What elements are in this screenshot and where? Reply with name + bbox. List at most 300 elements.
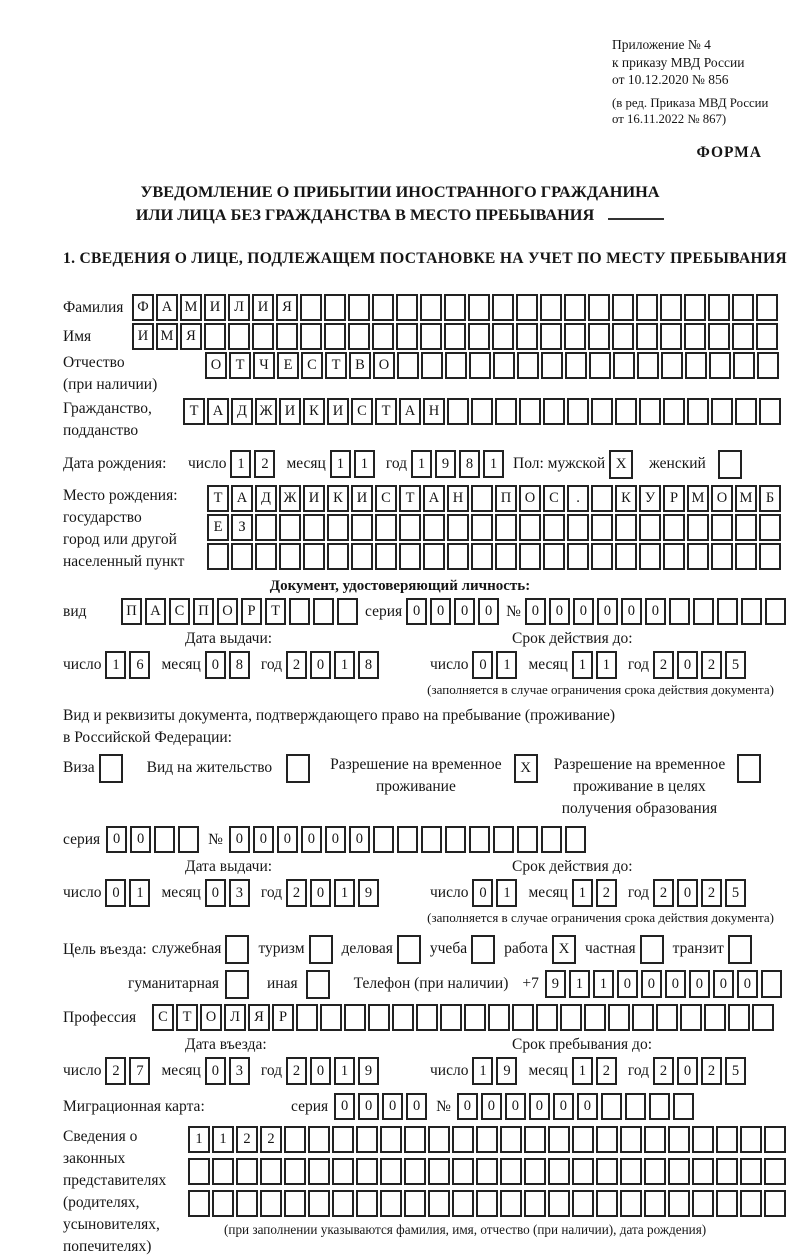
profession-char-cell[interactable] [680, 1004, 702, 1031]
birth-place-char-cell[interactable]: А [423, 485, 445, 512]
migration-number-digit-cell[interactable] [673, 1093, 694, 1120]
temp-permit-checkbox[interactable]: X [514, 754, 538, 783]
patronymic-char-cell[interactable] [637, 352, 659, 379]
day-digit-cell[interactable]: 1 [472, 1057, 493, 1085]
year-digit-cell[interactable]: 8 [459, 450, 480, 478]
legal-char-cell[interactable] [308, 1158, 330, 1185]
surname-char-cell[interactable]: И [252, 294, 274, 321]
purpose-humanitarian-checkbox[interactable] [225, 970, 249, 999]
residence-number-digit-cell[interactable] [373, 826, 394, 853]
profession-char-cell[interactable] [704, 1004, 726, 1031]
migration-series-digit-cell[interactable]: 0 [406, 1093, 427, 1120]
phone-digit-cell[interactable]: 0 [713, 970, 734, 998]
legal-char-cell[interactable] [236, 1190, 258, 1217]
birth-place-char-cell[interactable]: И [303, 485, 325, 512]
purpose-transit-checkbox[interactable] [728, 935, 752, 964]
surname-char-cell[interactable] [540, 294, 562, 321]
birth-place-char-cell[interactable] [567, 543, 589, 570]
legal-char-cell[interactable] [764, 1158, 786, 1185]
name-char-cell[interactable] [444, 323, 466, 350]
legal-char-cell[interactable] [500, 1126, 522, 1153]
name-char-cell[interactable] [204, 323, 226, 350]
residence-number-digit-cell[interactable]: 0 [301, 826, 322, 853]
birth-place-char-cell[interactable] [375, 543, 397, 570]
birth-place-char-cell[interactable]: С [375, 485, 397, 512]
legal-char-cell[interactable] [644, 1158, 666, 1185]
citizenship-char-cell[interactable]: С [351, 398, 373, 425]
residence-number-digit-cell[interactable] [541, 826, 562, 853]
legal-char-cell[interactable] [524, 1126, 546, 1153]
birth-place-char-cell[interactable] [327, 543, 349, 570]
birth-place-char-cell[interactable] [759, 543, 781, 570]
profession-char-cell[interactable] [344, 1004, 366, 1031]
legal-char-cell[interactable] [692, 1126, 714, 1153]
name-char-cell[interactable] [612, 323, 634, 350]
year-digit-cell[interactable]: 2 [653, 879, 674, 907]
doc-series-digit-cell[interactable]: 0 [430, 598, 451, 625]
legal-char-cell[interactable] [500, 1190, 522, 1217]
patronymic-char-cell[interactable] [757, 352, 779, 379]
year-digit-cell[interactable]: 0 [677, 651, 698, 679]
residence-number-digit-cell[interactable]: 0 [349, 826, 370, 853]
doc-series-digit-cell[interactable]: 0 [478, 598, 499, 625]
legal-char-cell[interactable] [524, 1190, 546, 1217]
year-digit-cell[interactable]: 1 [483, 450, 504, 478]
year-digit-cell[interactable]: 5 [725, 651, 746, 679]
residence-series-digit-cell[interactable]: 0 [130, 826, 151, 853]
birth-place-char-cell[interactable] [327, 514, 349, 541]
legal-char-cell[interactable]: 2 [236, 1126, 258, 1153]
legal-char-cell[interactable] [428, 1126, 450, 1153]
legal-char-cell[interactable] [332, 1126, 354, 1153]
birth-place-char-cell[interactable] [759, 514, 781, 541]
legal-char-cell[interactable] [764, 1190, 786, 1217]
name-char-cell[interactable] [372, 323, 394, 350]
legal-char-cell[interactable] [236, 1158, 258, 1185]
visa-checkbox[interactable] [99, 754, 123, 783]
name-char-cell[interactable] [348, 323, 370, 350]
patronymic-char-cell[interactable] [421, 352, 443, 379]
profession-char-cell[interactable]: Р [272, 1004, 294, 1031]
patronymic-char-cell[interactable] [493, 352, 515, 379]
legal-char-cell[interactable] [596, 1126, 618, 1153]
birth-place-char-cell[interactable]: К [327, 485, 349, 512]
patronymic-char-cell[interactable]: В [349, 352, 371, 379]
year-digit-cell[interactable]: 2 [701, 651, 722, 679]
citizenship-char-cell[interactable]: И [327, 398, 349, 425]
birth-place-char-cell[interactable]: Е [207, 514, 229, 541]
surname-char-cell[interactable] [348, 294, 370, 321]
legal-char-cell[interactable] [548, 1126, 570, 1153]
surname-char-cell[interactable]: Я [276, 294, 298, 321]
month-digit-cell[interactable]: 2 [596, 879, 617, 907]
citizenship-char-cell[interactable] [495, 398, 517, 425]
legal-char-cell[interactable] [644, 1190, 666, 1217]
day-digit-cell[interactable]: 1 [230, 450, 251, 478]
patronymic-char-cell[interactable] [565, 352, 587, 379]
profession-char-cell[interactable] [536, 1004, 558, 1031]
surname-char-cell[interactable]: И [204, 294, 226, 321]
residence-permit-checkbox[interactable] [286, 754, 310, 783]
name-char-cell[interactable] [228, 323, 250, 350]
legal-char-cell[interactable] [572, 1158, 594, 1185]
birth-place-char-cell[interactable]: С [543, 485, 565, 512]
legal-char-cell[interactable] [260, 1190, 282, 1217]
legal-char-cell[interactable] [356, 1126, 378, 1153]
year-digit-cell[interactable]: 2 [286, 651, 307, 679]
year-digit-cell[interactable]: 9 [358, 879, 379, 907]
surname-char-cell[interactable] [588, 294, 610, 321]
birth-place-char-cell[interactable] [663, 543, 685, 570]
year-digit-cell[interactable]: 2 [653, 651, 674, 679]
legal-char-cell[interactable] [644, 1126, 666, 1153]
year-digit-cell[interactable]: 9 [435, 450, 456, 478]
birth-place-char-cell[interactable] [423, 543, 445, 570]
year-digit-cell[interactable]: 8 [358, 651, 379, 679]
profession-char-cell[interactable]: Л [224, 1004, 246, 1031]
surname-char-cell[interactable]: Ф [132, 294, 154, 321]
year-digit-cell[interactable]: 1 [334, 879, 355, 907]
doc-number-digit-cell[interactable]: 0 [621, 598, 642, 625]
birth-place-char-cell[interactable]: А [231, 485, 253, 512]
phone-digit-cell[interactable]: 9 [545, 970, 566, 998]
citizenship-char-cell[interactable] [471, 398, 493, 425]
migration-number-digit-cell[interactable]: 0 [529, 1093, 550, 1120]
migration-number-digit-cell[interactable] [601, 1093, 622, 1120]
profession-char-cell[interactable] [368, 1004, 390, 1031]
birth-place-char-cell[interactable] [255, 543, 277, 570]
name-char-cell[interactable] [276, 323, 298, 350]
birth-place-char-cell[interactable]: Н [447, 485, 469, 512]
purpose-tourism-checkbox[interactable] [309, 935, 333, 964]
year-digit-cell[interactable]: 1 [334, 1057, 355, 1085]
migration-series-digit-cell[interactable]: 0 [382, 1093, 403, 1120]
birth-place-char-cell[interactable] [279, 543, 301, 570]
purpose-study-checkbox[interactable] [471, 935, 495, 964]
birth-place-char-cell[interactable] [231, 543, 253, 570]
legal-char-cell[interactable] [716, 1126, 738, 1153]
birth-place-char-cell[interactable] [255, 514, 277, 541]
profession-char-cell[interactable]: О [200, 1004, 222, 1031]
legal-char-cell[interactable] [404, 1190, 426, 1217]
month-digit-cell[interactable]: 1 [330, 450, 351, 478]
legal-char-cell[interactable] [452, 1190, 474, 1217]
residence-number-digit-cell[interactable] [493, 826, 514, 853]
legal-char-cell[interactable] [284, 1190, 306, 1217]
legal-char-cell[interactable] [548, 1190, 570, 1217]
citizenship-char-cell[interactable] [711, 398, 733, 425]
birth-place-char-cell[interactable] [375, 514, 397, 541]
residence-number-digit-cell[interactable]: 0 [325, 826, 346, 853]
day-digit-cell[interactable]: 2 [105, 1057, 126, 1085]
residence-number-digit-cell[interactable] [565, 826, 586, 853]
name-char-cell[interactable] [636, 323, 658, 350]
birth-place-char-cell[interactable]: Р [663, 485, 685, 512]
patronymic-char-cell[interactable] [661, 352, 683, 379]
legal-char-cell[interactable] [764, 1126, 786, 1153]
citizenship-char-cell[interactable]: А [399, 398, 421, 425]
surname-char-cell[interactable] [708, 294, 730, 321]
surname-char-cell[interactable]: А [156, 294, 178, 321]
legal-char-cell[interactable] [524, 1158, 546, 1185]
residence-number-digit-cell[interactable]: 0 [253, 826, 274, 853]
legal-char-cell[interactable] [692, 1190, 714, 1217]
doc-kind-char-cell[interactable]: С [169, 598, 190, 625]
day-digit-cell[interactable]: 0 [105, 879, 126, 907]
month-digit-cell[interactable]: 1 [572, 651, 593, 679]
citizenship-char-cell[interactable]: Д [231, 398, 253, 425]
birth-place-char-cell[interactable] [735, 543, 757, 570]
month-digit-cell[interactable]: 3 [229, 879, 250, 907]
purpose-work-checkbox[interactable]: X [552, 935, 576, 964]
name-char-cell[interactable] [708, 323, 730, 350]
citizenship-char-cell[interactable]: Ж [255, 398, 277, 425]
day-digit-cell[interactable]: 9 [496, 1057, 517, 1085]
legal-char-cell[interactable] [740, 1126, 762, 1153]
birth-place-char-cell[interactable]: Б [759, 485, 781, 512]
birth-place-char-cell[interactable]: К [615, 485, 637, 512]
birth-place-char-cell[interactable] [591, 514, 613, 541]
legal-char-cell[interactable] [356, 1158, 378, 1185]
birth-place-char-cell[interactable] [687, 543, 709, 570]
birth-place-char-cell[interactable] [495, 514, 517, 541]
legal-char-cell[interactable] [500, 1158, 522, 1185]
legal-char-cell[interactable]: 2 [260, 1126, 282, 1153]
birth-place-char-cell[interactable] [591, 485, 613, 512]
temp-permit-edu-checkbox[interactable] [737, 754, 761, 783]
legal-char-cell[interactable] [668, 1126, 690, 1153]
legal-char-cell[interactable] [332, 1190, 354, 1217]
name-char-cell[interactable]: М [156, 323, 178, 350]
citizenship-char-cell[interactable]: К [303, 398, 325, 425]
doc-kind-char-cell[interactable]: А [145, 598, 166, 625]
migration-series-digit-cell[interactable]: 0 [358, 1093, 379, 1120]
surname-char-cell[interactable] [396, 294, 418, 321]
legal-char-cell[interactable]: 1 [188, 1126, 210, 1153]
patronymic-char-cell[interactable]: Т [325, 352, 347, 379]
patronymic-char-cell[interactable]: Ч [253, 352, 275, 379]
month-digit-cell[interactable]: 2 [596, 1057, 617, 1085]
birth-place-char-cell[interactable]: З [231, 514, 253, 541]
profession-char-cell[interactable]: С [152, 1004, 174, 1031]
patronymic-char-cell[interactable] [469, 352, 491, 379]
name-char-cell[interactable] [396, 323, 418, 350]
surname-char-cell[interactable] [300, 294, 322, 321]
doc-kind-char-cell[interactable]: П [121, 598, 142, 625]
doc-series-digit-cell[interactable]: 0 [454, 598, 475, 625]
birth-place-char-cell[interactable] [519, 514, 541, 541]
name-char-cell[interactable] [660, 323, 682, 350]
legal-char-cell[interactable] [572, 1126, 594, 1153]
legal-char-cell[interactable] [188, 1190, 210, 1217]
name-char-cell[interactable] [540, 323, 562, 350]
migration-number-digit-cell[interactable]: 0 [553, 1093, 574, 1120]
name-char-cell[interactable] [564, 323, 586, 350]
day-digit-cell[interactable]: 1 [129, 879, 150, 907]
name-char-cell[interactable] [252, 323, 274, 350]
purpose-other-checkbox[interactable] [306, 970, 330, 999]
residence-number-digit-cell[interactable] [445, 826, 466, 853]
citizenship-char-cell[interactable] [687, 398, 709, 425]
name-char-cell[interactable] [492, 323, 514, 350]
profession-char-cell[interactable] [656, 1004, 678, 1031]
phone-digit-cell[interactable]: 0 [617, 970, 638, 998]
birth-place-char-cell[interactable] [423, 514, 445, 541]
legal-char-cell[interactable] [668, 1158, 690, 1185]
citizenship-char-cell[interactable]: И [279, 398, 301, 425]
year-digit-cell[interactable]: 2 [701, 879, 722, 907]
birth-place-char-cell[interactable] [663, 514, 685, 541]
month-digit-cell[interactable]: 3 [229, 1057, 250, 1085]
name-char-cell[interactable] [684, 323, 706, 350]
birth-place-char-cell[interactable] [471, 543, 493, 570]
doc-kind-char-cell[interactable]: П [193, 598, 214, 625]
birth-place-char-cell[interactable]: П [495, 485, 517, 512]
surname-char-cell[interactable] [492, 294, 514, 321]
birth-place-char-cell[interactable] [687, 514, 709, 541]
birth-place-char-cell[interactable]: М [735, 485, 757, 512]
birth-place-char-cell[interactable]: О [519, 485, 541, 512]
residence-number-digit-cell[interactable]: 0 [229, 826, 250, 853]
surname-char-cell[interactable] [420, 294, 442, 321]
migration-series-digit-cell[interactable]: 0 [334, 1093, 355, 1120]
legal-char-cell[interactable] [620, 1158, 642, 1185]
legal-char-cell[interactable] [476, 1126, 498, 1153]
profession-char-cell[interactable] [584, 1004, 606, 1031]
birth-place-char-cell[interactable] [615, 543, 637, 570]
legal-char-cell[interactable] [476, 1190, 498, 1217]
birth-place-char-cell[interactable] [303, 543, 325, 570]
legal-char-cell[interactable] [332, 1158, 354, 1185]
residence-series-digit-cell[interactable]: 0 [106, 826, 127, 853]
legal-char-cell[interactable] [596, 1190, 618, 1217]
legal-char-cell[interactable] [716, 1158, 738, 1185]
month-digit-cell[interactable]: 1 [354, 450, 375, 478]
birth-place-char-cell[interactable] [639, 514, 661, 541]
legal-char-cell[interactable] [404, 1158, 426, 1185]
legal-char-cell[interactable] [380, 1126, 402, 1153]
patronymic-char-cell[interactable]: О [373, 352, 395, 379]
legal-char-cell[interactable] [188, 1158, 210, 1185]
legal-char-cell[interactable] [740, 1190, 762, 1217]
profession-char-cell[interactable] [752, 1004, 774, 1031]
profession-char-cell[interactable] [608, 1004, 630, 1031]
surname-char-cell[interactable] [324, 294, 346, 321]
legal-char-cell[interactable] [380, 1158, 402, 1185]
birth-place-char-cell[interactable] [279, 514, 301, 541]
surname-char-cell[interactable] [516, 294, 538, 321]
citizenship-char-cell[interactable] [543, 398, 565, 425]
birth-place-char-cell[interactable] [399, 543, 421, 570]
migration-number-digit-cell[interactable]: 0 [505, 1093, 526, 1120]
legal-char-cell[interactable]: 1 [212, 1126, 234, 1153]
legal-char-cell[interactable] [284, 1126, 306, 1153]
birth-place-char-cell[interactable]: М [687, 485, 709, 512]
birth-place-char-cell[interactable] [471, 514, 493, 541]
phone-digit-cell[interactable]: 0 [665, 970, 686, 998]
birth-place-char-cell[interactable]: Т [207, 485, 229, 512]
doc-kind-char-cell[interactable] [337, 598, 358, 625]
patronymic-char-cell[interactable] [733, 352, 755, 379]
birth-place-char-cell[interactable] [543, 543, 565, 570]
legal-char-cell[interactable] [692, 1158, 714, 1185]
legal-char-cell[interactable] [356, 1190, 378, 1217]
doc-number-digit-cell[interactable] [717, 598, 738, 625]
birth-place-char-cell[interactable] [399, 514, 421, 541]
legal-char-cell[interactable] [740, 1158, 762, 1185]
doc-kind-char-cell[interactable] [313, 598, 334, 625]
citizenship-char-cell[interactable] [447, 398, 469, 425]
surname-char-cell[interactable] [372, 294, 394, 321]
birth-place-char-cell[interactable] [735, 514, 757, 541]
patronymic-char-cell[interactable] [541, 352, 563, 379]
citizenship-char-cell[interactable]: А [207, 398, 229, 425]
phone-digit-cell[interactable]: 0 [689, 970, 710, 998]
profession-char-cell[interactable] [488, 1004, 510, 1031]
citizenship-char-cell[interactable] [591, 398, 613, 425]
birth-place-char-cell[interactable] [495, 543, 517, 570]
profession-char-cell[interactable] [512, 1004, 534, 1031]
birth-place-char-cell[interactable] [567, 514, 589, 541]
legal-char-cell[interactable] [380, 1190, 402, 1217]
year-digit-cell[interactable]: 9 [358, 1057, 379, 1085]
day-digit-cell[interactable]: 7 [129, 1057, 150, 1085]
phone-digit-cell[interactable] [761, 970, 782, 998]
legal-char-cell[interactable] [308, 1190, 330, 1217]
year-digit-cell[interactable]: 5 [725, 1057, 746, 1085]
birth-place-char-cell[interactable] [447, 514, 469, 541]
legal-char-cell[interactable] [716, 1190, 738, 1217]
doc-number-digit-cell[interactable] [693, 598, 714, 625]
residence-series-digit-cell[interactable] [178, 826, 199, 853]
residence-number-digit-cell[interactable] [397, 826, 418, 853]
profession-char-cell[interactable] [392, 1004, 414, 1031]
legal-char-cell[interactable] [596, 1158, 618, 1185]
citizenship-char-cell[interactable] [663, 398, 685, 425]
doc-kind-char-cell[interactable] [289, 598, 310, 625]
day-digit-cell[interactable]: 6 [129, 651, 150, 679]
doc-number-digit-cell[interactable] [741, 598, 762, 625]
surname-char-cell[interactable] [612, 294, 634, 321]
profession-char-cell[interactable] [728, 1004, 750, 1031]
birth-place-char-cell[interactable]: . [567, 485, 589, 512]
birth-place-char-cell[interactable] [351, 514, 373, 541]
year-digit-cell[interactable]: 1 [334, 651, 355, 679]
month-digit-cell[interactable]: 8 [229, 651, 250, 679]
profession-char-cell[interactable] [464, 1004, 486, 1031]
birth-place-char-cell[interactable] [303, 514, 325, 541]
patronymic-char-cell[interactable] [685, 352, 707, 379]
doc-number-digit-cell[interactable] [669, 598, 690, 625]
year-digit-cell[interactable]: 0 [310, 879, 331, 907]
doc-number-digit-cell[interactable]: 0 [597, 598, 618, 625]
legal-char-cell[interactable] [404, 1126, 426, 1153]
migration-number-digit-cell[interactable]: 0 [481, 1093, 502, 1120]
profession-char-cell[interactable] [632, 1004, 654, 1031]
surname-char-cell[interactable]: М [180, 294, 202, 321]
residence-number-digit-cell[interactable] [517, 826, 538, 853]
doc-number-digit-cell[interactable]: 0 [549, 598, 570, 625]
patronymic-char-cell[interactable] [709, 352, 731, 379]
citizenship-char-cell[interactable] [759, 398, 781, 425]
month-digit-cell[interactable]: 1 [572, 1057, 593, 1085]
patronymic-char-cell[interactable] [445, 352, 467, 379]
month-digit-cell[interactable]: 0 [205, 651, 226, 679]
year-digit-cell[interactable]: 2 [286, 1057, 307, 1085]
doc-kind-char-cell[interactable]: О [217, 598, 238, 625]
purpose-private-checkbox[interactable] [640, 935, 664, 964]
residence-series-digit-cell[interactable] [154, 826, 175, 853]
